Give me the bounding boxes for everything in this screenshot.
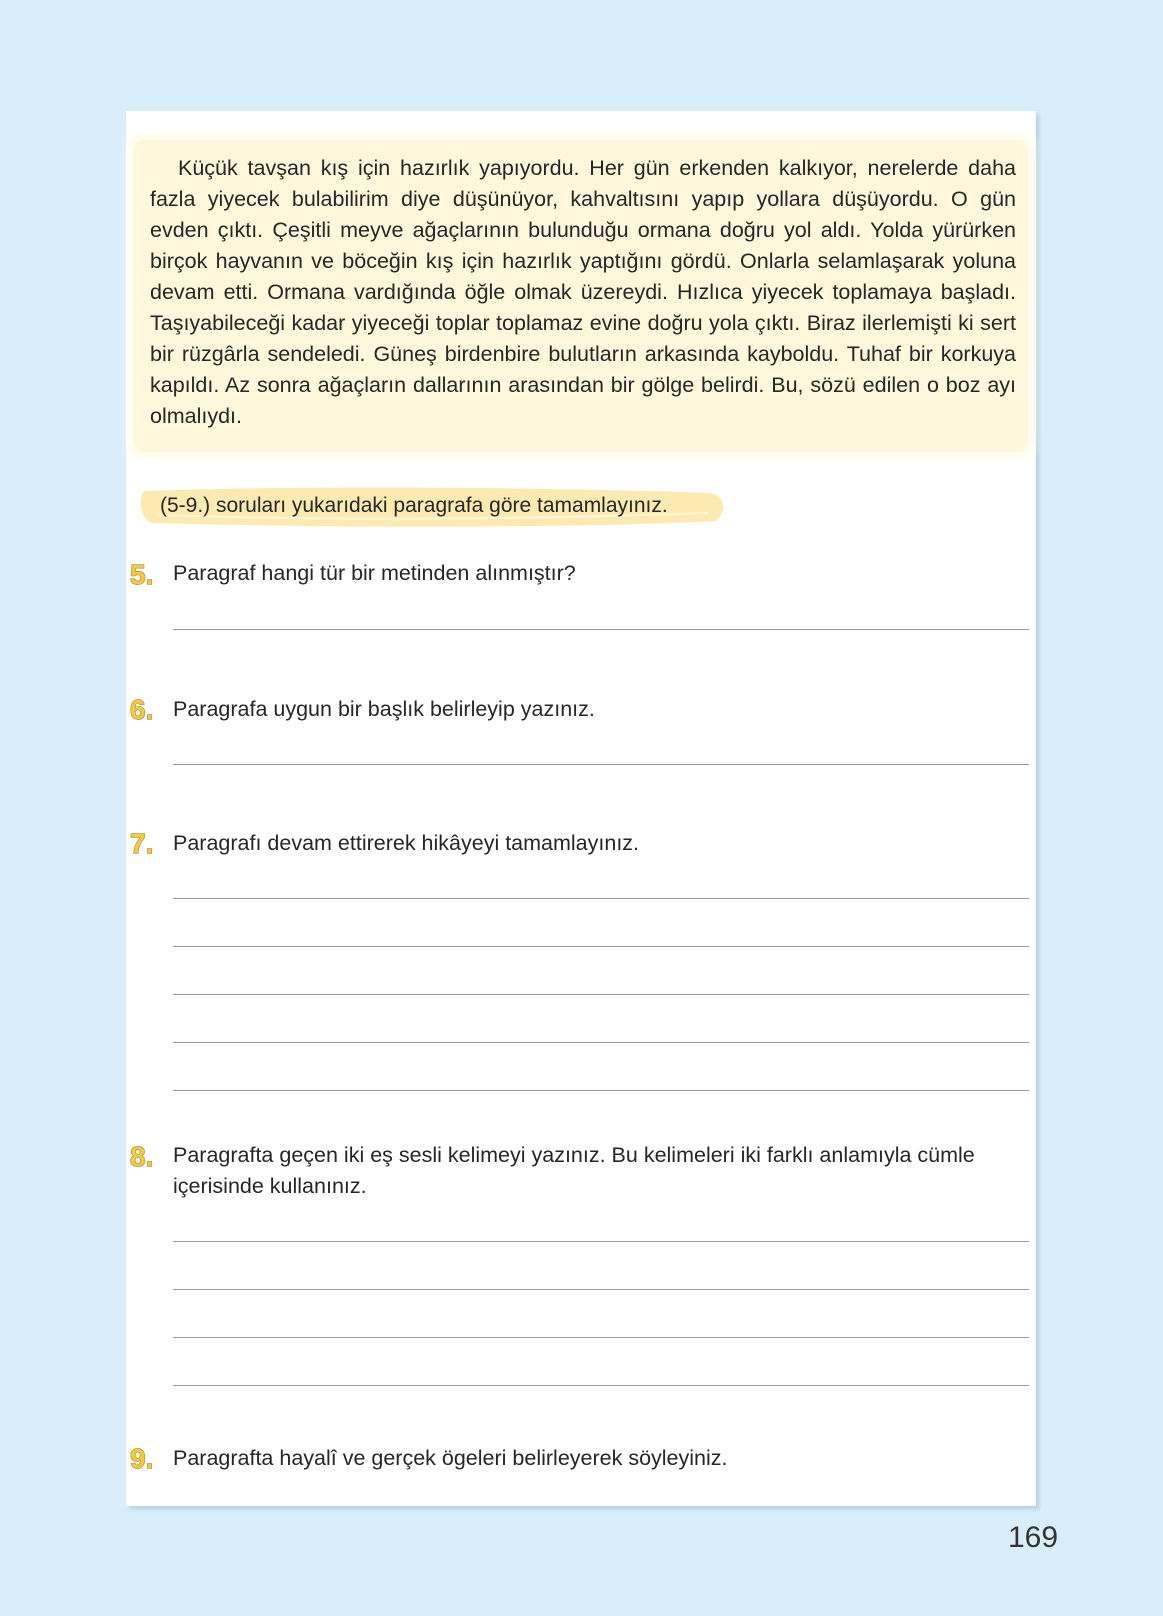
answer-line[interactable]: [173, 629, 1029, 630]
answer-line[interactable]: [173, 1289, 1029, 1290]
question-9-text: Paragrafta hayalî ve gerçek ögeleri belirleyerek söyleyiniz.: [173, 1446, 728, 1470]
answer-line[interactable]: [173, 764, 1029, 765]
question-8-number-text: 8.: [130, 1141, 154, 1172]
answer-line[interactable]: [173, 946, 1029, 947]
question-9-number: [129, 1440, 163, 1476]
answer-line[interactable]: [173, 898, 1029, 899]
answer-line[interactable]: [173, 1241, 1029, 1242]
question-5-number-text: 5.: [130, 559, 154, 590]
question-5-number: [129, 556, 163, 592]
page-number: 169: [1008, 1521, 1059, 1554]
question-6-number-text: 6.: [130, 694, 154, 725]
question-8-number: [129, 1138, 163, 1174]
answer-line[interactable]: [173, 1385, 1029, 1386]
answer-line[interactable]: [173, 1337, 1029, 1338]
question-7-number-text: 7.: [130, 828, 154, 859]
question-6-number: [129, 691, 163, 727]
answer-line[interactable]: [173, 1042, 1029, 1043]
story-paragraph: Küçük tavşan kış için hazırlık yapıyordu. Her gün erkenden kalkıyor, nerelerde daha fazla yiyecek bulabilirim diye düşünüyor, kahvaltısını yapıp yollara düşüyordu. O gün evden çıktı. Çeşitli meyve ağaçlarının bulunduğu ormana doğru yol aldı. Yolda yürürken birçok hayvanın ve böceğin kış için hazırlık yaptığını gördü. Onlarla selamlaşarak yoluna devam etti. Ormana vardığında öğle olmak üzereydi. Hızlıca yiyecek toplamaya başladı. Taşıyabileceği kadar yiyeceği toplar toplamaz evine doğru yola çıktı. Biraz ilerlemişti ki sert bir rüzgârla sendeledi. Güneş birdenbire bulutların arkasında kayboldu. Tuhaf bir korkuya kapıldı. Az sonra ağaçların dallarının arasından bir gölge belirdi. Bu, sözü edilen o boz ayı olmalıydı.: [150, 156, 1016, 428]
question-8-text: Paragrafta geçen iki eş sesli kelimeyi yazınız. Bu kelimeleri iki farklı anlamıyla cümle içerisinde kullanınız.: [173, 1143, 975, 1198]
question-6-text: Paragrafa uygun bir başlık belirleyip yazınız.: [173, 697, 595, 721]
question-5-text: Paragraf hangi tür bir metinden alınmıştır?: [173, 561, 576, 585]
question-7-number: [129, 825, 163, 861]
question-9-number-text: 9.: [130, 1443, 154, 1474]
question-7-text: Paragrafı devam ettirerek hikâyeyi tamamlayınız.: [173, 831, 640, 855]
answer-line[interactable]: [173, 994, 1029, 995]
instruction-text: (5-9.) soruları yukarıdaki paragrafa göre tamamlayınız.: [160, 494, 668, 517]
answer-line[interactable]: [173, 1090, 1029, 1091]
